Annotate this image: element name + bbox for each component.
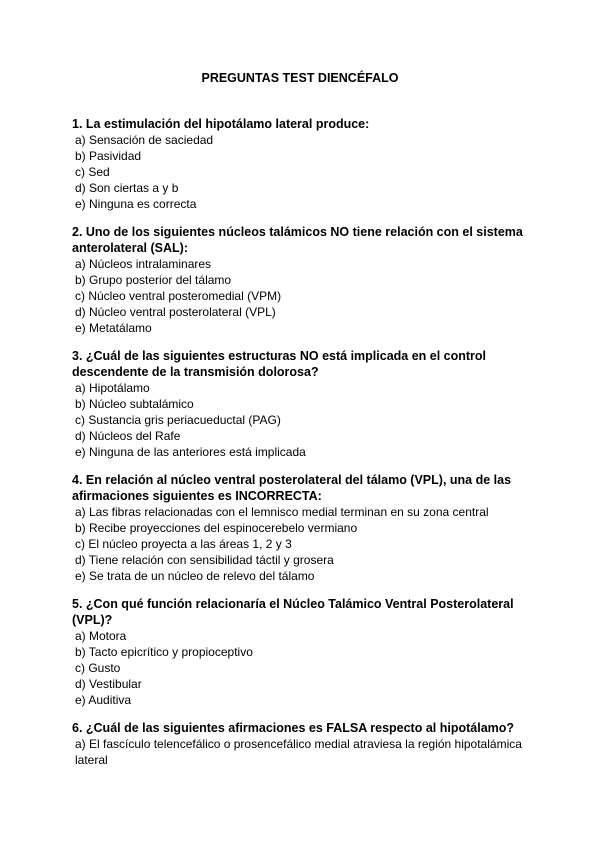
option-4c: c) El núcleo proyecta a las áreas 1, 2 y 3: [75, 537, 292, 551]
option-4d: d) Tiene relación con sensibilidad táctil y grosera: [75, 553, 334, 567]
option-1d: d) Son ciertas a y b: [75, 181, 179, 195]
option-1e: e) Ninguna es correcta: [75, 197, 197, 211]
question-6-options: [72, 736, 532, 768]
question-3-options: [72, 380, 532, 460]
option-5b: b) Tacto epicrítico y propioceptivo: [75, 645, 253, 659]
question-5-text: 5. ¿Con qué función relacionaría el Núcleo Talámico Ventral Posterolateral (VPL)?: [72, 597, 514, 627]
question-4-text: 4. En relación al núcleo ventral posterolateral del tálamo (VPL), una de las afirmaciones siguientes es INCORRECTA:: [72, 473, 512, 503]
option-1b: b) Pasividad: [75, 149, 142, 163]
question-1-text: 1. La estimulación del hipotálamo lateral produce:: [72, 117, 370, 131]
option-5a: a) Motora: [75, 629, 127, 643]
question-4: [72, 472, 532, 584]
option-4b: b) Recibe proyecciones del espinocerebelo vermiano: [75, 521, 358, 535]
option-4e: e) Se trata de un núcleo de relevo del tálamo: [75, 569, 315, 583]
option-3d: d) Núcleos del Rafe: [75, 429, 181, 443]
question-5: [72, 596, 532, 708]
question-2-options: [72, 256, 532, 336]
option-2a: a) Núcleos intralaminares: [75, 257, 212, 271]
document-title: PREGUNTAS TEST DIENCÉFALO: [201, 71, 399, 85]
option-5e: e) Auditiva: [75, 693, 132, 707]
option-4a: a) Las fibras relacionadas con el lemnisco medial terminan en su zona central: [75, 505, 489, 519]
option-3b: b) Núcleo subtalámico: [75, 397, 194, 411]
option-3c: c) Sustancia gris periacueductal (PAG): [75, 413, 281, 427]
question-3-text: 3. ¿Cuál de las siguientes estructuras NO está implicada en el control descendente de la transmisión dolorosa?: [72, 349, 487, 379]
option-5d: d) Vestibular: [75, 677, 142, 691]
question-6-text: 6. ¿Cuál de las siguientes afirmaciones es FALSA respecto al hipotálamo?: [72, 721, 515, 735]
option-3a: a) Hipotálamo: [75, 381, 150, 395]
option-2c: c) Núcleo ventral posteromedial (VPM): [75, 289, 282, 303]
question-6: [72, 720, 532, 768]
option-3e: e) Ninguna de las anteriores está implicada: [75, 445, 306, 459]
option-2d: d) Núcleo ventral posterolateral (VPL): [75, 305, 276, 319]
question-2: [72, 224, 532, 336]
question-4-options: [72, 504, 532, 584]
option-2e: e) Metatálamo: [75, 321, 152, 335]
question-2-text: 2. Uno de los siguientes núcleos talámicos NO tiene relación con el sistema anterolateral (SAL):: [72, 225, 523, 255]
option-5c: c) Gusto: [75, 661, 121, 675]
option-1a: a) Sensación de saciedad: [75, 133, 214, 147]
question-1-options: [72, 132, 532, 212]
question-3: [72, 348, 532, 460]
option-2b: b) Grupo posterior del tálamo: [75, 273, 232, 287]
option-1c: c) Sed: [75, 165, 110, 179]
question-5-options: [72, 628, 532, 708]
option-6a: a) El fascículo telencefálico o prosencefálico medial atraviesa la región hipotalámica lateral: [75, 737, 522, 767]
question-1: [72, 116, 532, 212]
